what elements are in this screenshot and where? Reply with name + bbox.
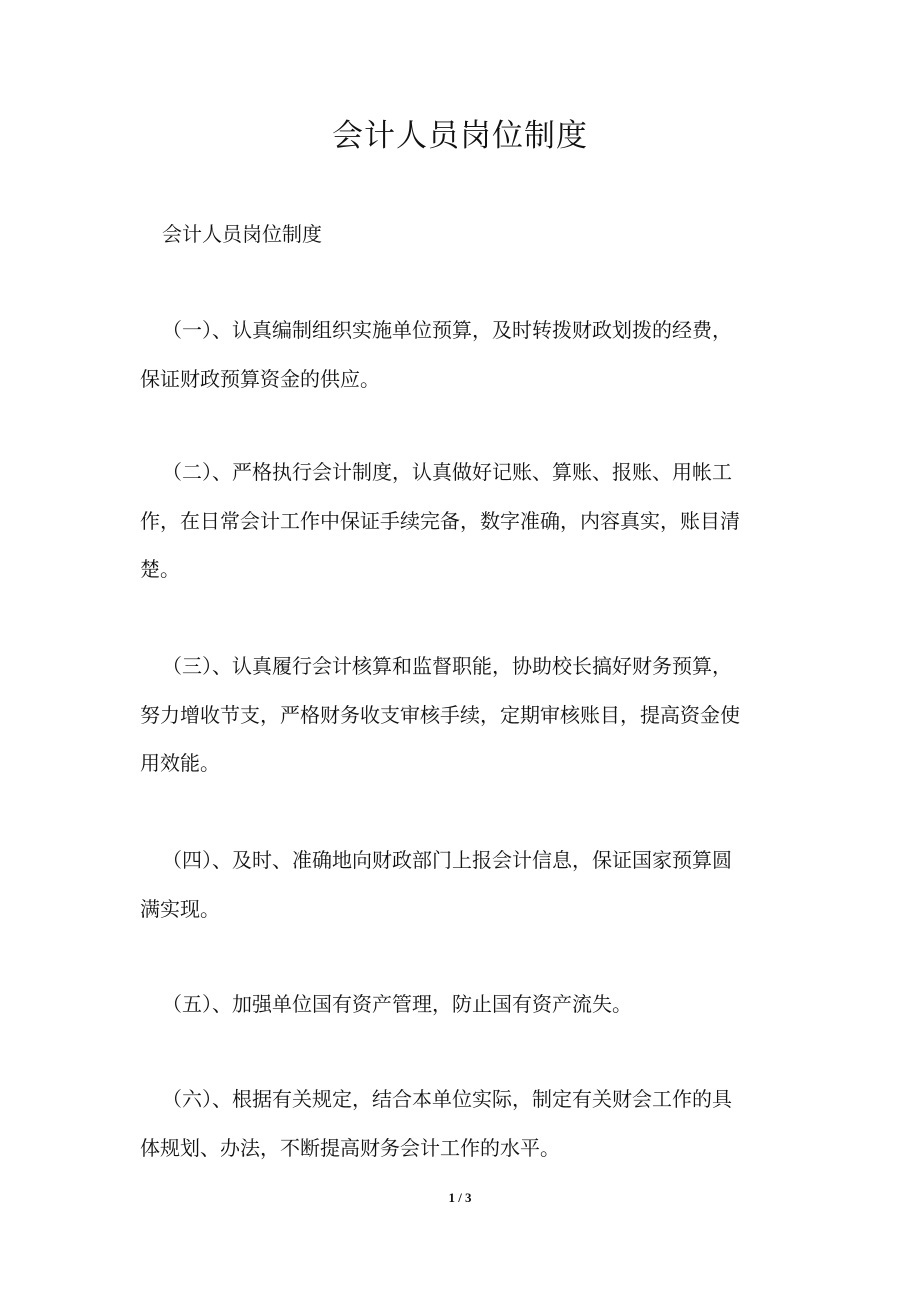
paragraph-6: （六）、根据有关规定，结合本单位实际，制定有关财会工作的具 体规划、办法，不断提高财务会计工作的水平。: [140, 1087, 732, 1160]
paragraph-4: （四）、及时、准确地向财政部门上报会计信息，保证国家预算圆 满实现。: [140, 848, 732, 921]
page-number: 1 / 3: [448, 1190, 472, 1205]
paragraph-1: （一）、认真编制组织实施单位预算，及时转拨财政划拨的经费， 保证财政预算资金的供应。: [140, 318, 732, 391]
paragraph-5: （五）、加强单位国有资产管理，防止国有资产流失。: [162, 992, 632, 1016]
paragraph-2: （二）、严格执行会计制度，认真做好记账、算账、报账、用帐工 作，在日常会计工作中保证手续完备，数字准确，内容真实，账目清 楚。: [140, 460, 740, 581]
paragraph-3: （三）、认真履行会计核算和监督职能，协助校长搞好财务预算， 努力增收节支，严格财务收支审核手续，定期审核账目，提高资金使 用效能。: [140, 654, 740, 775]
document-subtitle: 会计人员岗位制度: [162, 222, 322, 246]
document-title: 会计人员岗位制度: [332, 118, 588, 154]
